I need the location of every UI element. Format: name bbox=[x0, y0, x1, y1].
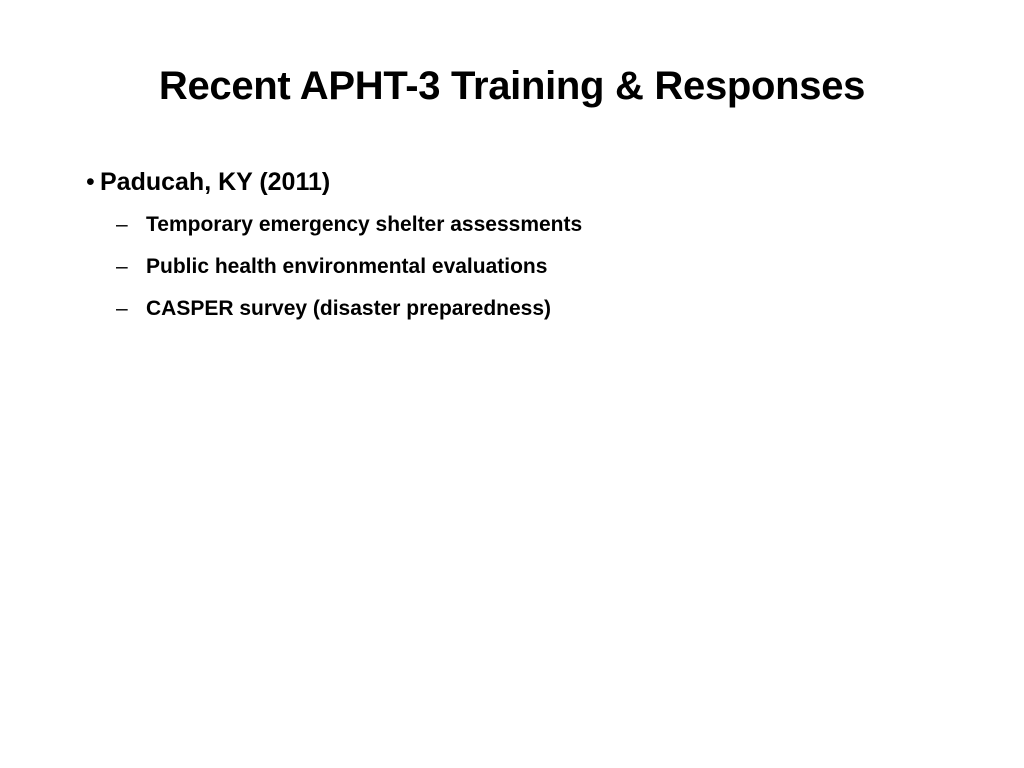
bullet-marker: • bbox=[86, 168, 95, 196]
sub-bullet-text: Public health environmental evaluations bbox=[146, 255, 548, 278]
sub-bullet-list bbox=[86, 204, 966, 330]
dash-marker: – bbox=[116, 213, 128, 236]
sub-bullet-text: Temporary emergency shelter assessments bbox=[146, 213, 583, 236]
sub-bullet-item bbox=[86, 246, 966, 288]
dash-marker: – bbox=[116, 297, 128, 320]
sub-bullet-item bbox=[86, 288, 966, 330]
slide-title: Recent APHT-3 Training & Responses bbox=[158, 64, 866, 108]
sub-bullet-item bbox=[86, 204, 966, 246]
slide-content bbox=[86, 160, 966, 330]
bullet-item-paducah bbox=[86, 160, 966, 204]
dash-marker: – bbox=[116, 255, 128, 278]
sub-bullet-text: CASPER survey (disaster preparedness) bbox=[146, 297, 551, 320]
bullet-text: Paducah, KY (2011) bbox=[100, 168, 331, 196]
